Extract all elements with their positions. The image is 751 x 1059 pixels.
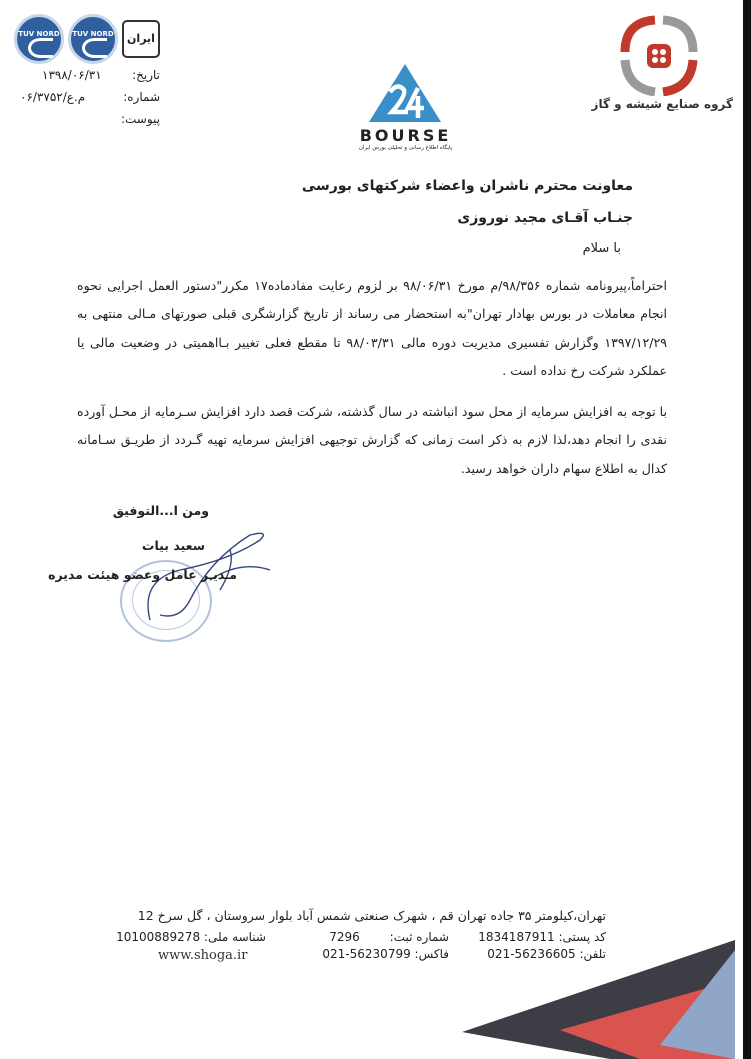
signer-title: مـدیـر عامل وعضو هیئت مدیره	[48, 567, 237, 582]
date-label: تاریخ:	[132, 68, 160, 82]
number-value: م.ع/۰۶/۳۷۵۲	[20, 90, 86, 104]
recipient-title: معاونت محترم ناشران واعضاء شرکتهای بورسی	[301, 178, 633, 194]
bourse-wordmark: BOURSE	[359, 126, 452, 145]
website-link[interactable]: www.shoga.ir	[158, 948, 248, 963]
body-paragraph-2: با توجه به افزایش سرمایه از محل سود انباشته در سال گذشته، شرکت قصد دارد افزایش سـرمایه از محـل آورده نقدی را انجام دهد،لذا لازم به ذکر است زمانی که گزارش توجیهی افزایش سرمایه تهیه گـردد از طریـق سـامانه کدال به اطلاع سهام داران خواهد رسید.	[77, 404, 667, 476]
signer-name: سعید بیات	[141, 538, 205, 553]
group-name: گروه صنایع شیشه و گاز	[591, 97, 733, 111]
number-label: شماره:	[123, 90, 160, 104]
greeting: با سلام	[582, 241, 621, 256]
registration-number: شماره ثبت: 7296	[329, 930, 449, 944]
attachment-label: پیوست:	[120, 112, 160, 126]
isiri-standard-mark: ایران	[122, 20, 160, 58]
postal-code: کد پستی: 1834187911	[478, 930, 606, 944]
body-paragraph-1: احتراماً،پیرونامه شماره ۹۸/۳۵۶/م مورخ ۹۸/۰۶/۳۱ بر لزوم رعایت مفادماده۱۷ مکرر"دستور العمل اجرایی نحوه انجام معاملات در بورس بهادار تهران"به استحضار می رساند از تاریخ گزارشگری قبلی صورتهای مـالی منتهی به ۱۳۹۷/۱۲/۲۹ وگزارش تفسیری مدیریت دوره مالی ۹۸/۰۳/۳۱ تا مقطع فعلی تغییر بـااهمیتی در وضعیت مالی یا عملکرد شرکت رخ نداده است .	[77, 278, 668, 379]
fax-number: فاکس: 021-56230799	[322, 947, 449, 961]
bourse-tagline: پایگاه اطلاع رسانی و تحلیلی بورس ایران	[358, 145, 453, 151]
tuv-certification-badge: TUV NORD	[14, 14, 64, 64]
signature-closing: ومن ا...التوفیق	[112, 503, 209, 518]
footer-address: تهران،کیلومتر ۳۵ جاده تهران قم ، شهرک صنعتی شمس آباد بلوار سروستان ، گل سرخ 12	[137, 908, 606, 923]
recipient-name: جنـاب آقـای مجید نوروزی	[457, 210, 633, 226]
date-value: ۱۳۹۸/۰۶/۳۱	[42, 68, 102, 82]
national-id: شناسه ملی: 10100889278	[116, 930, 266, 944]
phone-number: تلفن: 021-56236605	[487, 947, 606, 961]
tuv-certification-badge: TUV NORD	[68, 14, 118, 64]
